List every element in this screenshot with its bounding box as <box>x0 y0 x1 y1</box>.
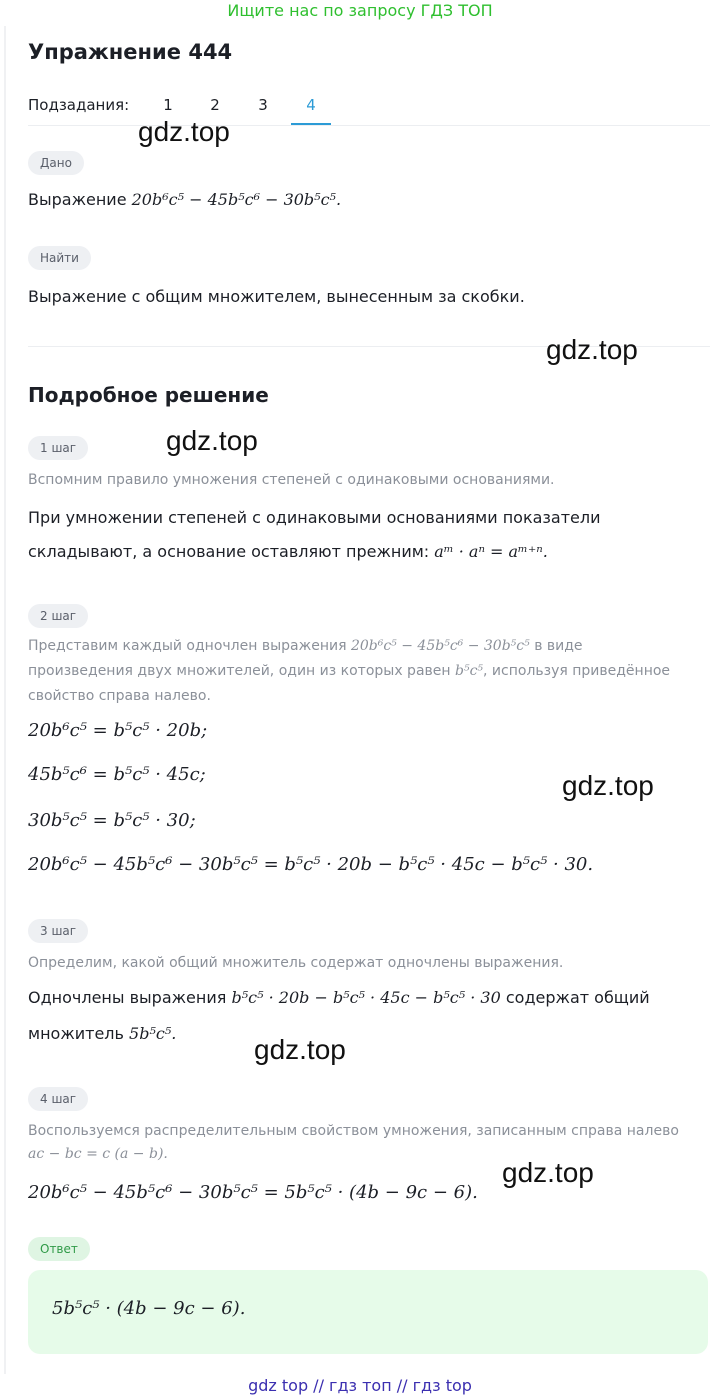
step-4-equation: 20b⁶c⁵ − 45b⁵c⁶ − 30b⁵c⁵ = 5b⁵c⁵ · (4b − 9c − 6). <box>28 1182 478 1203</box>
given-text <box>28 190 341 209</box>
step-1-hint: Вспомним правило умножения степеней с одинаковыми основаниями. <box>28 472 555 488</box>
step-4-hint-line-2: ac − bc = c (a − b). <box>28 1146 168 1162</box>
step-3-line-1 <box>28 988 650 1007</box>
step-3-line-2 <box>28 1024 176 1043</box>
subtasks-label: Подзадания: <box>28 96 130 114</box>
step-2-equation-2: 45b⁵c⁶ = b⁵c⁵ · 45c; <box>28 764 206 785</box>
step-3-hint: Определим, какой общий множитель содержат одночлены выражения. <box>28 955 564 971</box>
active-tab-indicator <box>291 123 331 125</box>
step-3-badge: 3 шаг <box>28 919 88 943</box>
tab-subtask-2[interactable]: 2 <box>210 96 220 114</box>
step-2-hint-line-2 <box>28 663 670 679</box>
step-1-line-2-text: складывают, а основание оставляют прежним: <box>28 542 430 561</box>
step-3-expression: b⁵c⁵ · 20b − b⁵c⁵ · 45c − b⁵c⁵ · 30 <box>231 988 501 1007</box>
step-4-badge: 4 шаг <box>28 1087 88 1111</box>
tab-subtask-1[interactable]: 1 <box>163 96 173 114</box>
step-2-hint2-text-a: произведения двух множителей, один из которых равен <box>28 663 451 679</box>
answer-badge: Ответ <box>28 1237 90 1261</box>
given-prefix: Выражение <box>28 190 127 209</box>
watermark: gdz.top <box>138 116 230 147</box>
step-2-hint2-text-b: , используя приведённое <box>483 663 671 679</box>
step-2-hint-line-1 <box>28 638 583 654</box>
watermark: gdz.top <box>502 1157 594 1188</box>
tab-subtask-3[interactable]: 3 <box>258 96 268 114</box>
page-title: Упражнение 444 <box>28 40 233 64</box>
step-2-equation-4: 20b⁶c⁵ − 45b⁵c⁶ − 30b⁵c⁵ = b⁵c⁵ · 20b − b⁵c⁵ · 45c − b⁵c⁵ · 30. <box>28 854 594 875</box>
watermark: gdz.top <box>562 770 654 801</box>
step-2-hint-text-a: Представим каждый одночлен выражения <box>28 638 347 654</box>
find-badge: Найти <box>28 246 91 270</box>
step-1-badge: 1 шаг <box>28 436 88 460</box>
step-2-equation-3: 30b⁵c⁵ = b⁵c⁵ · 30; <box>28 810 196 831</box>
top-banner[interactable]: Ищите нас по запросу ГДЗ ТОП <box>227 1 493 20</box>
footer-links[interactable]: gdz top // гдз топ // гдз top <box>248 1376 472 1395</box>
solution-title: Подробное решение <box>28 383 269 407</box>
watermark: gdz.top <box>166 425 258 456</box>
watermark: gdz.top <box>546 334 638 365</box>
step-1-formula: aᵐ · aⁿ = aᵐ⁺ⁿ. <box>434 542 548 561</box>
answer-value: 5b⁵c⁵ · (4b − 9c − 6). <box>52 1298 246 1319</box>
given-badge: Дано <box>28 151 84 175</box>
answer-box <box>28 1270 708 1354</box>
step-4-hint-line-1: Воспользуемся распределительным свойством умножения, записанным справа налево <box>28 1123 679 1139</box>
step-2-hint2-expression: b⁵c⁵ <box>455 663 484 679</box>
find-text: Выражение с общим множителем, вынесенным за скобки. <box>28 287 525 306</box>
given-expression: 20b⁶c⁵ − 45b⁵c⁶ − 30b⁵c⁵. <box>131 190 342 209</box>
tab-subtask-4[interactable]: 4 <box>306 96 316 114</box>
step-3-text-b: содержат общий <box>505 988 650 1007</box>
step-2-equation-1: 20b⁶c⁵ = b⁵c⁵ · 20b; <box>28 720 208 741</box>
tabs-divider <box>28 125 710 126</box>
step-2-badge: 2 шаг <box>28 604 88 628</box>
step-3-text-a: Одночлены выражения <box>28 988 227 1007</box>
step-3-common-factor: 5b⁵c⁵. <box>129 1024 177 1043</box>
step-2-hint-line-3: свойство справа налево. <box>28 688 211 704</box>
watermark: gdz.top <box>254 1034 346 1065</box>
step-2-hint-expression: 20b⁶c⁵ − 45b⁵c⁶ − 30b⁵c⁵ <box>350 638 530 654</box>
step-2-hint-text-b: в виде <box>534 638 583 654</box>
step-3-line-2-text: множитель <box>28 1024 124 1043</box>
step-1-line-2 <box>28 542 548 561</box>
step-1-line-1: При умножении степеней с одинаковыми основаниями показатели <box>28 508 601 527</box>
